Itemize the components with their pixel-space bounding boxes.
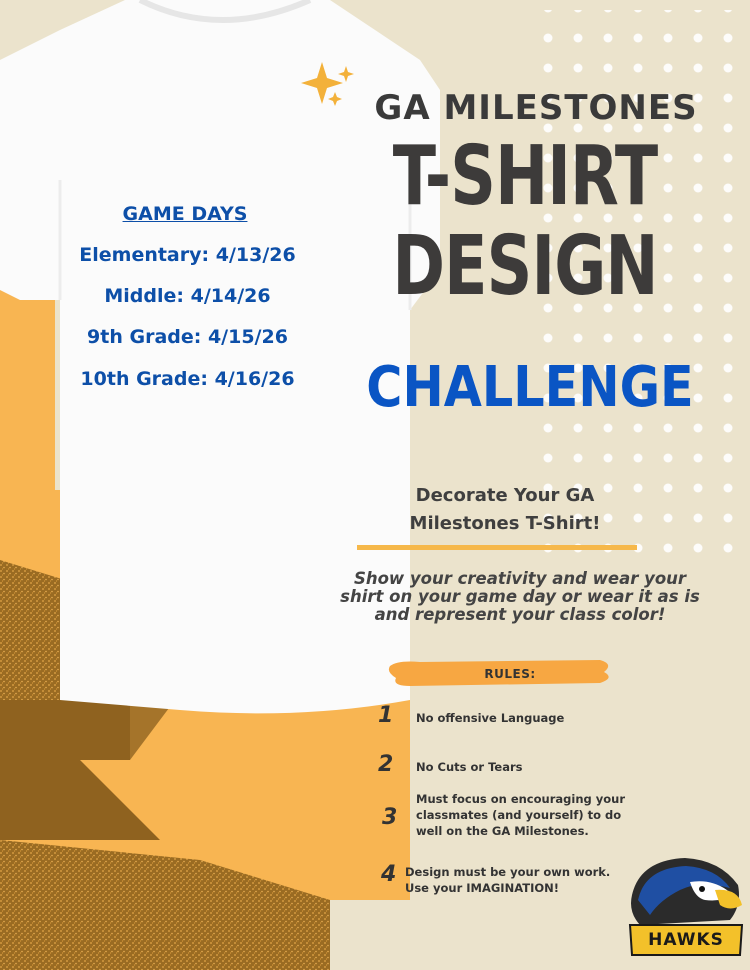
creativity-line-3: and represent your class color!: [374, 605, 666, 624]
heading-tshirt: T-SHIRT: [392, 129, 658, 224]
rule-text-1: No offensive Language: [416, 711, 565, 725]
creativity-text: [310, 570, 730, 624]
rule-number-2: 2: [378, 752, 394, 777]
tagline: [355, 482, 655, 538]
game-day-elementary: Elementary: 4/13/26: [79, 244, 296, 266]
game-day-middle: Middle: 4/14/26: [104, 285, 271, 307]
tagline-line-2: Milestones T-Shirt!: [409, 513, 601, 534]
rule-text-2: No Cuts or Tears: [416, 760, 523, 774]
rule-number-4: 4: [381, 862, 397, 887]
rule-number-3: 3: [382, 805, 398, 830]
creativity-line-1: Show your creativity and wear your: [353, 569, 687, 588]
game-day-10th: 10th Grade: 4/16/26: [80, 368, 295, 390]
tagline-line-1: Decorate Your GA: [415, 485, 595, 506]
game-day-9th: 9th Grade: 4/15/26: [87, 326, 288, 348]
creativity-line-2: shirt on your game day or wear it as is: [340, 587, 700, 606]
heading-design: DESIGN: [392, 219, 658, 314]
rules-label: RULES:: [484, 667, 536, 681]
hawks-logo-text: HAWKS: [648, 930, 724, 950]
rule-text-3: Must focus on encouraging your classmates (and yourself) to do well on the GA Milestones.: [416, 792, 625, 838]
heading-ga-milestones: GA MILESTONES: [374, 88, 698, 128]
game-days-title: GAME DAYS: [122, 203, 248, 225]
heading-challenge: CHALLENGE: [366, 355, 694, 420]
rule-text-4: Design must be your own work. Use your IMAGINATION!: [405, 865, 611, 895]
rule-number-1: 1: [378, 703, 394, 728]
tagline-divider: [357, 545, 637, 550]
